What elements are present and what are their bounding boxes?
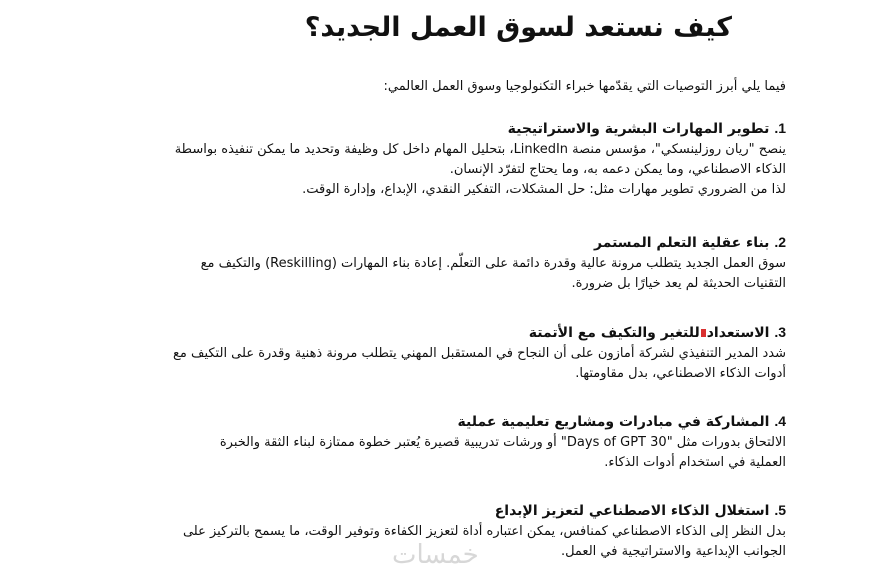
body-line: لذا من الضروري تطوير مهارات مثل: حل المشكلات، التفكير النقدي، الإبداع، وإدارة الوقت.	[302, 182, 786, 197]
section-heading	[106, 499, 786, 522]
section-body	[106, 344, 786, 384]
body-line: أدوات الذكاء الاصطناعي، بدل مقاومتها.	[575, 366, 786, 381]
body-line: شدد المدير التنفيذي لشركة أمازون على أن النجاح في المستقبل المهني يتطلب مرونة ذهنية وقدرة على التكيف مع	[172, 346, 786, 361]
section-heading-text-end: للتغير والتكيف مع الأتمتة	[528, 325, 700, 341]
section-heading-text: استغلال الذكاء الاصطناعي لتعزيز الإبداع	[494, 503, 770, 519]
section-heading-text: تطوير المهارات البشرية والاستراتيجية	[507, 121, 770, 137]
section-number: 4.	[774, 413, 786, 429]
section-heading	[106, 117, 786, 140]
red-marker-icon	[701, 329, 706, 337]
section-heading	[106, 231, 786, 254]
section-number: 1.	[774, 120, 786, 136]
body-line: الذكاء الاصطناعي، وما يمكن دعمه به، وما يحتاج لتفرّد الإنسان.	[449, 162, 786, 177]
body-line: ينصح "ريان روزلينسكي"، مؤسس منصة LinkedIn، بتحليل المهام داخل كل وظيفة وتحديد ما يمكن تنفيذه بواسطة	[174, 142, 786, 157]
section-heading-text-start: الاستعداد	[706, 325, 770, 341]
section-4	[106, 410, 786, 473]
section-body	[106, 433, 786, 473]
section-heading	[106, 410, 786, 433]
section-number: 5.	[774, 502, 786, 518]
body-line: التقنيات الحديثة لم يعد خيارًا بل ضرورة.	[571, 276, 786, 291]
intro-paragraph: فيما يلي أبرز التوصيات التي يقدّمها خبراء التكنولوجيا وسوق العمل العالمي:	[383, 79, 786, 94]
section-body	[106, 140, 786, 200]
section-heading-text: المشاركة في مبادرات ومشاريع تعليمية عملية	[457, 414, 770, 430]
section-1	[106, 117, 786, 200]
section-body	[106, 254, 786, 294]
section-heading	[106, 321, 786, 344]
section-2	[106, 231, 786, 294]
section-3	[106, 321, 786, 384]
body-line: بدل النظر إلى الذكاء الاصطناعي كمنافس، يمكن اعتباره أداة لتعزيز الكفاءة وتوفير الوقت، ما يسمح بالتركيز على	[182, 524, 786, 539]
section-number: 3.	[774, 324, 786, 340]
watermark-logo: خمسات	[392, 540, 479, 570]
body-line: الالتحاق بدورات مثل "30 Days of GPT" أو ورشات تدريبية قصيرة يُعتبر خطوة ممتازة لبناء الثقة والخبرة	[219, 435, 786, 450]
body-line: الجوانب الإبداعية والاستراتيجية في العمل.	[560, 544, 786, 559]
section-number: 2.	[774, 234, 786, 250]
body-line: سوق العمل الجديد يتطلب مرونة عالية وقدرة دائمة على التعلّم. إعادة بناء المهارات (Reskilling) والتكيف مع	[200, 256, 786, 271]
page-title: كيف نستعد لسوق العمل الجديد؟	[304, 12, 732, 43]
body-line: العملية في استخدام أدوات الذكاء.	[604, 455, 786, 470]
section-heading-text: بناء عقلية التعلم المستمر	[594, 235, 770, 251]
